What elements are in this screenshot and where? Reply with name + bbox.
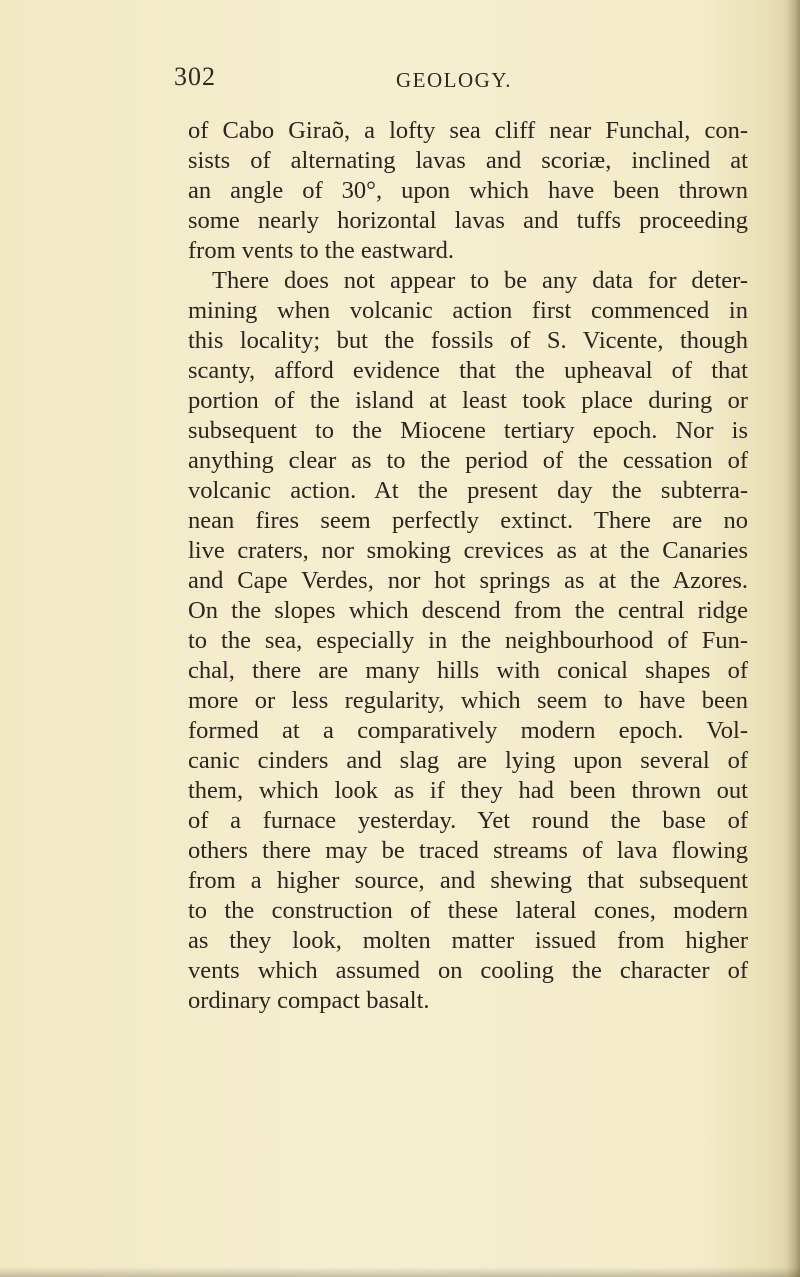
text-line: an angle of 30°, upon which have been thrown	[188, 177, 748, 204]
text-line: formed at a comparatively modern epoch. Vol-	[188, 717, 748, 744]
page-bottom-shadow	[0, 1267, 800, 1277]
text-line: of a furnace yesterday. Yet round the base of	[188, 807, 748, 834]
text-line: There does not appear to be any data for deter-	[212, 267, 748, 294]
text-line: some nearly horizontal lavas and tuffs proceeding	[188, 207, 748, 234]
page-edge-shadow	[786, 0, 800, 1277]
text-line: vents which assumed on cooling the character of	[188, 957, 748, 984]
text-line: of Cabo Giraõ, a lofty sea cliff near Funchal, con-	[188, 117, 748, 144]
page-number: 302	[174, 62, 216, 91]
text-line: from a higher source, and shewing that subsequent	[188, 867, 748, 894]
text-line: to the sea, especially in the neighbourhood of Fun-	[188, 627, 748, 654]
text-line: to the construction of these lateral cones, modern	[188, 897, 748, 924]
text-line: anything clear as to the period of the cessation of	[188, 447, 748, 474]
text-line: portion of the island at least took place during or	[188, 387, 748, 414]
text-line: subsequent to the Miocene tertiary epoch. Nor is	[188, 417, 748, 444]
text-line: from vents to the eastward.	[188, 237, 455, 264]
running-title: GEOLOGY.	[396, 68, 513, 92]
text-line: mining when volcanic action first commenced in	[188, 297, 748, 324]
text-line: live craters, nor smoking crevices as at the Canaries	[188, 537, 748, 564]
running-head	[174, 62, 594, 102]
text-line: chal, there are many hills with conical shapes of	[188, 657, 748, 684]
text-line: them, which look as if they had been thrown out	[188, 777, 748, 804]
text-line: ordinary compact basalt.	[188, 987, 430, 1014]
text-line: sists of alternating lavas and scoriæ, inclined at	[188, 147, 748, 174]
text-line: and Cape Verdes, nor hot springs as at the Azores.	[188, 567, 748, 594]
body-text	[188, 116, 748, 1016]
text-line: this locality; but the fossils of S. Vicente, though	[188, 327, 748, 354]
text-line: nean fires seem perfectly extinct. There are no	[188, 507, 748, 534]
text-line: more or less regularity, which seem to have been	[188, 687, 748, 714]
text-line: as they look, molten matter issued from higher	[188, 927, 748, 954]
text-line: canic cinders and slag are lying upon several of	[188, 747, 748, 774]
text-line: others there may be traced streams of lava flowing	[188, 837, 748, 864]
text-line: volcanic action. At the present day the subterra-	[188, 477, 748, 504]
text-line: On the slopes which descend from the central ridge	[188, 597, 748, 624]
text-line: scanty, afford evidence that the upheaval of that	[188, 357, 748, 384]
